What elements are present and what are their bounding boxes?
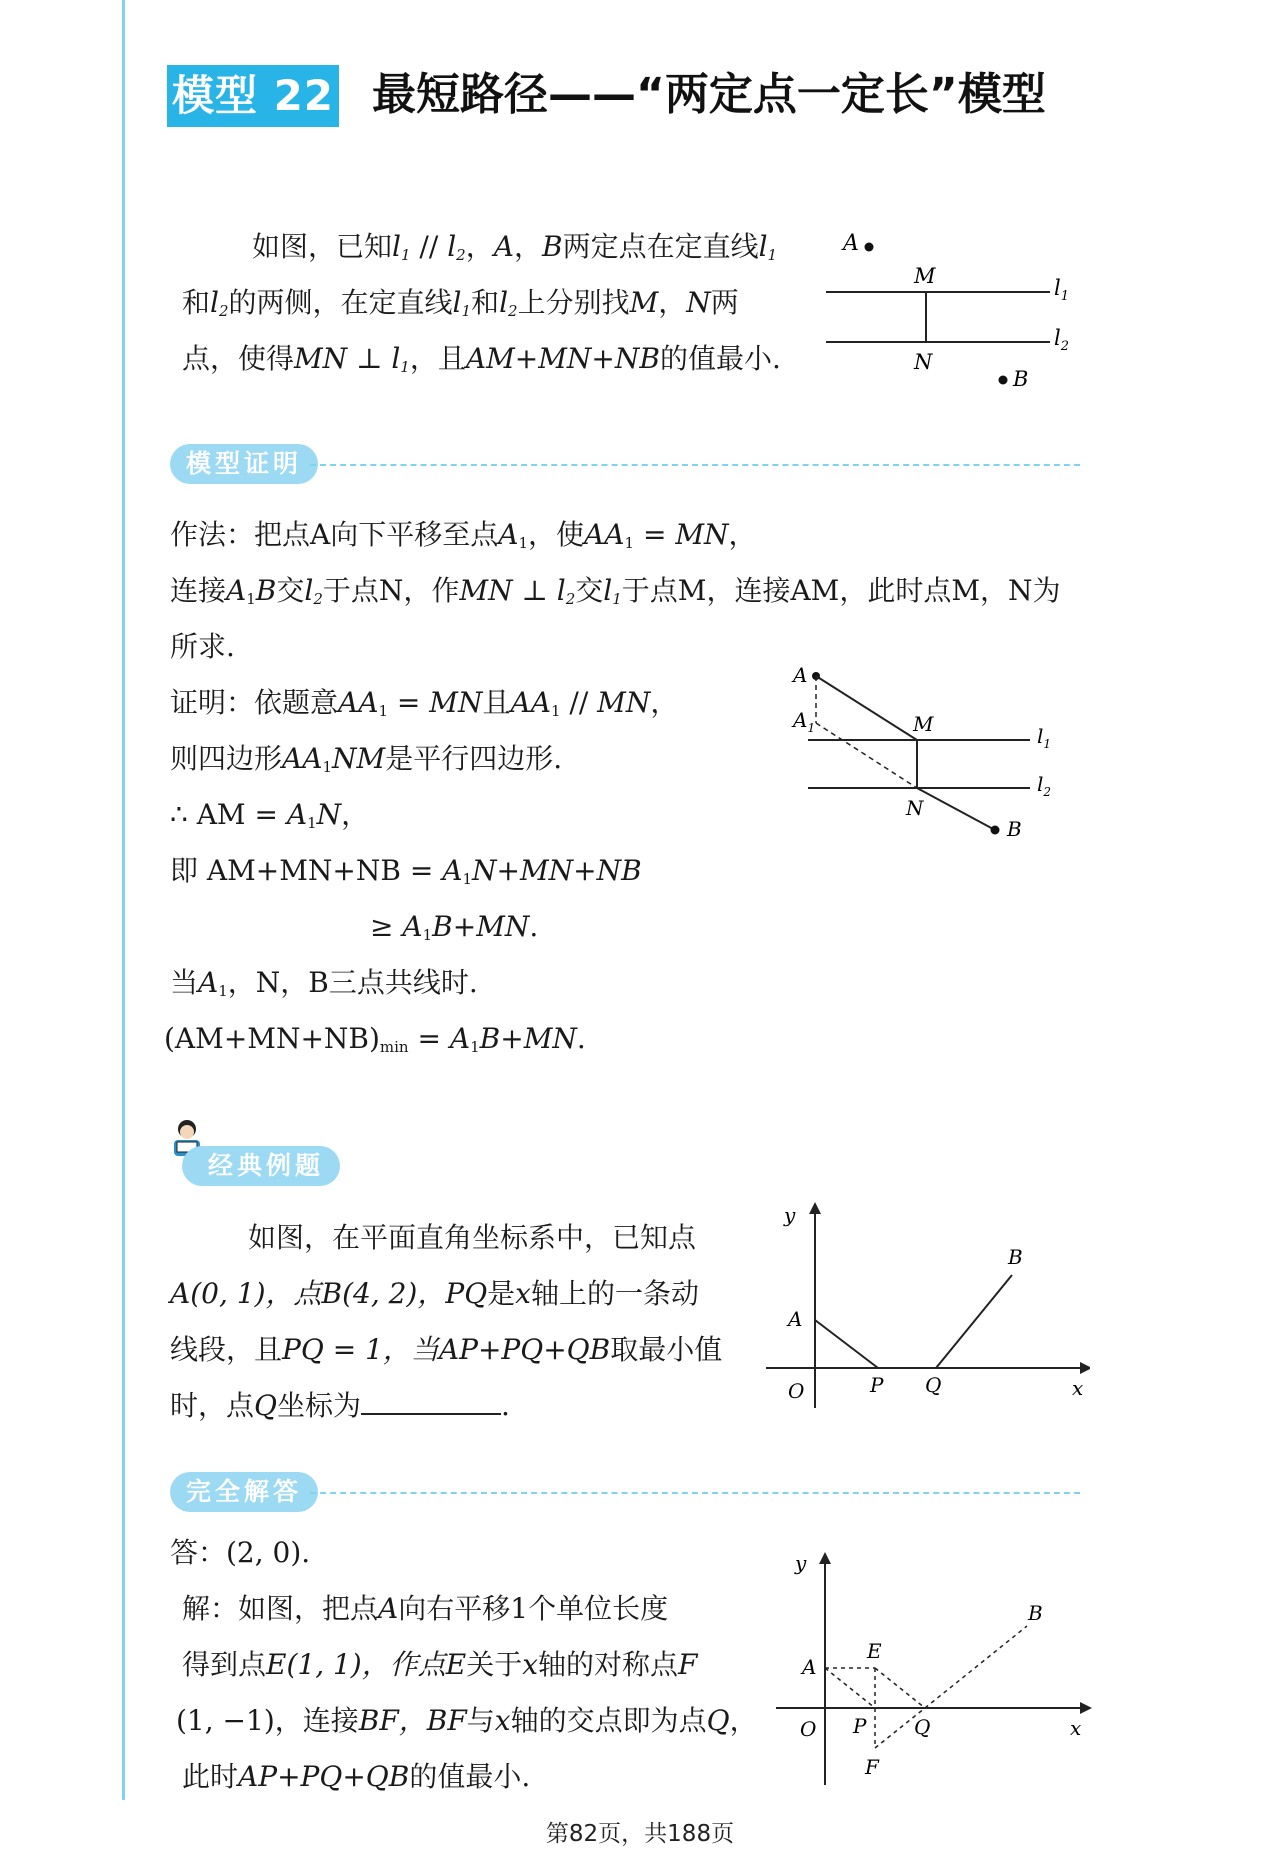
solution-line-2: 得到点E(1, 1)，作点E关于x轴的对称点F: [182, 1648, 698, 1681]
section-proof-divider: [310, 464, 1080, 466]
x-axis-arrow-icon: [1080, 1362, 1090, 1374]
label-P: P: [853, 1714, 867, 1738]
proof-method-line-1: 作法：把点A向下平移至点$A_1$，使$AA_1$ = MN，: [170, 518, 757, 552]
solution-line-4: 此时AP+PQ+QB的值最小.: [182, 1760, 531, 1793]
proof-line-7: $(AM+MN+NB)_{min} = A_1B+MN$.: [164, 1022, 586, 1056]
segment-AP: [825, 1668, 875, 1708]
section-answer-heading: 完全解答: [170, 1472, 318, 1512]
label-F: F: [865, 1755, 879, 1779]
proof-method-line-2: 连接$A_1B$交$l_2$于点N，作MN ⊥ $l_2$交$l_1$于点M，连接AM，此时点M，N为: [170, 574, 1061, 608]
point-A: [865, 243, 874, 252]
proof-method-line-3: 所求.: [170, 630, 235, 663]
label-l1: $l_1$: [1037, 724, 1052, 751]
label-B: B: [1013, 367, 1029, 391]
label-y: y: [784, 1203, 796, 1227]
label-l1: $l_1$: [1054, 276, 1069, 304]
label-M: M: [913, 712, 934, 736]
label-A: A: [843, 231, 859, 256]
proof-line-1: 证明：依题意$AA_1$ = MN且$AA_1$ // MN，: [170, 686, 679, 720]
x-axis-arrow-icon: [1080, 1702, 1092, 1714]
label-x: x: [1070, 1716, 1082, 1740]
label-A: A: [793, 663, 808, 687]
answer-line: 答：(2, 0).: [170, 1536, 311, 1569]
page-title: 最短路径——“两定点一定长”模型: [372, 69, 1046, 120]
label-N: N: [914, 350, 933, 374]
label-P: P: [870, 1373, 884, 1397]
label-A: A: [802, 1655, 817, 1679]
figure-parallel-lines: [818, 225, 1088, 395]
proof-line-3: ∴ AM = $A_1N$，: [170, 798, 370, 832]
example-line-1: 如图，在平面直角坐标系中，已知点: [248, 1221, 697, 1254]
label-y: y: [795, 1551, 807, 1575]
point-B: [991, 826, 1000, 835]
label-x: x: [1072, 1376, 1084, 1400]
label-l2: $l_2$: [1054, 326, 1069, 354]
intro-line-3: 点，使得MN ⊥ $l_1$，且AM+MN+NB的值最小.: [182, 342, 781, 376]
segment-EQ: [875, 1668, 925, 1708]
y-axis-arrow-icon: [819, 1552, 831, 1564]
label-Q: Q: [914, 1715, 931, 1739]
solution-line-3: (1, −1)，连接BF，BF与x轴的交点即为点Q，: [176, 1704, 758, 1737]
proof-line-2: 则四边形$AA_1NM$是平行四边形.: [170, 742, 563, 776]
section-proof-heading: 模型证明: [170, 444, 318, 484]
segment-QB: [936, 1275, 1012, 1368]
figure-proof-construction: [785, 660, 1075, 845]
answer-blank[interactable]: [361, 1389, 501, 1415]
example-line-2: A(0, 1)，点B(4, 2)，PQ是x轴上的一条动: [170, 1277, 699, 1310]
y-axis-arrow-icon: [809, 1202, 821, 1214]
page-margin-line: [122, 0, 125, 1800]
example-line-3: 线段，且PQ = 1，当AP+PQ+QB取最小值: [170, 1333, 723, 1366]
label-B: B: [1008, 1245, 1023, 1269]
segment-NB: [917, 788, 995, 830]
label-B: B: [1007, 817, 1022, 841]
label-A1: $A_1$: [793, 708, 816, 735]
model-badge: 模型 22: [167, 65, 339, 127]
segment-QB: [925, 1626, 1027, 1708]
figure-example-coordinate: [760, 1200, 1090, 1410]
solution-line-1: 解：如图，把点A向右平移1个单位长度: [182, 1592, 669, 1625]
page-footer: 第82页，共188页: [545, 1821, 735, 1847]
segment-A1N: [816, 723, 917, 788]
proof-line-6: 当$A_1$，N，B三点共线时.: [170, 966, 478, 1000]
label-Q: Q: [925, 1373, 942, 1397]
figure-solution-coordinate: [770, 1540, 1100, 1790]
label-E: E: [867, 1639, 882, 1663]
section-example-heading: 经典例题: [182, 1146, 340, 1186]
point-B: [999, 376, 1008, 385]
label-l2: $l_2$: [1037, 772, 1052, 799]
segment-AM: [816, 676, 917, 740]
intro-line-1: 如图，已知$l_1 // l_2$，A，B两定点在定直线$l_1$: [252, 230, 778, 264]
label-B: B: [1028, 1601, 1043, 1625]
segment-AP: [815, 1320, 878, 1368]
label-O: O: [788, 1379, 805, 1403]
intro-line-2: 和$l_2$的两侧，在定直线$l_1$和$l_2$上分别找M，N两: [182, 286, 739, 320]
section-answer-divider: [310, 1492, 1080, 1494]
label-O: O: [800, 1717, 817, 1741]
label-M: M: [914, 264, 936, 288]
proof-line-5: ≥ $A_1B+MN$.: [370, 910, 539, 944]
example-line-4: 时，点Q坐标为 .: [170, 1389, 510, 1422]
label-A: A: [788, 1307, 803, 1331]
label-N: N: [906, 796, 924, 820]
proof-line-4: 即 $AM+MN+NB = A_1N+MN+NB$: [170, 854, 642, 888]
